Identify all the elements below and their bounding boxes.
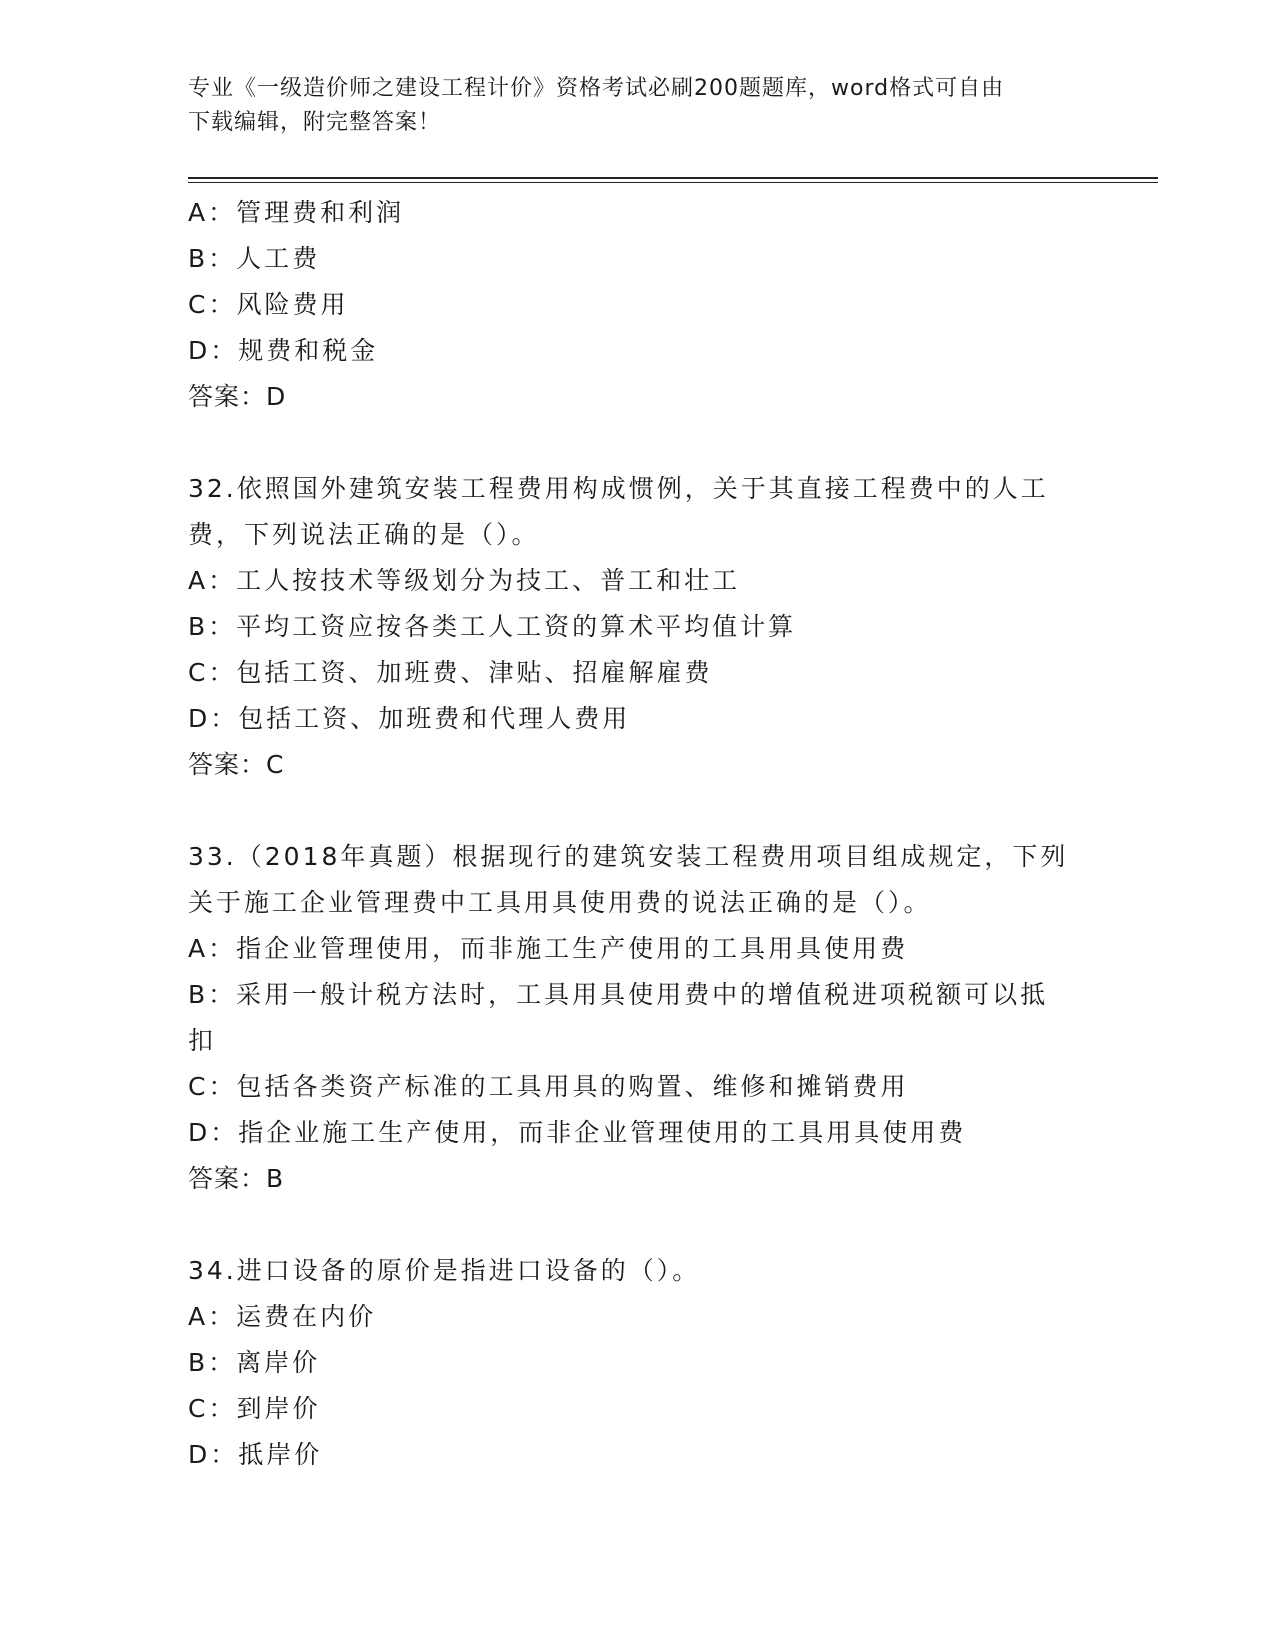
- question-33: [188, 834, 1088, 1202]
- option-d: D：包括工资、加班费和代理人费用: [188, 704, 631, 733]
- document-header: [188, 72, 1088, 140]
- question-32: [188, 466, 1088, 788]
- answer-line: 答案：D: [188, 382, 287, 411]
- header-line-2: 下载编辑，附完整答案！: [188, 110, 442, 135]
- header-divider-thin: [188, 182, 1158, 183]
- option-b: B：离岸价: [188, 1348, 321, 1377]
- spacer: [188, 1202, 1088, 1248]
- question-list: [188, 190, 1088, 1478]
- question-stem: 34.进口设备的原价是指进口设备的（）。: [188, 1256, 701, 1285]
- spacer: [188, 420, 1088, 466]
- option-a: A：工人按技术等级划分为技工、普工和壮工: [188, 566, 741, 595]
- option-a: A：管理费和利润: [188, 198, 405, 227]
- option-d: D：指企业施工生产使用，而非企业管理使用的工具用具使用费: [188, 1118, 967, 1147]
- option-d: D：规费和税金: [188, 336, 379, 365]
- question-stem-line-1: 32.依照国外建筑安装工程费用构成惯例，关于其直接工程费中的人工: [188, 474, 1049, 503]
- option-c: C：包括工资、加班费、津贴、招雇解雇费: [188, 658, 713, 687]
- header-line-1: 专业《一级造价师之建设工程计价》资格考试必刷200题题库，word格式可自由: [188, 76, 1005, 101]
- option-c: C：包括各类资产标准的工具用具的购置、维修和摊销费用: [188, 1072, 909, 1101]
- header-divider-thick: [188, 177, 1158, 179]
- option-b: B：人工费: [188, 244, 321, 273]
- option-d: D：抵岸价: [188, 1440, 323, 1469]
- question-stem-line-1: 33.（2018年真题）根据现行的建筑安装工程费用项目组成规定，下列: [188, 842, 1069, 871]
- option-c: C：到岸价: [188, 1394, 321, 1423]
- option-a: A：指企业管理使用，而非施工生产使用的工具用具使用费: [188, 934, 909, 963]
- question-stem-line-2: 关于施工企业管理费中工具用具使用费的说法正确的是（）。: [188, 888, 932, 917]
- answer-line: 答案：C: [188, 750, 285, 779]
- question-34: [188, 1248, 1088, 1478]
- option-c: C：风险费用: [188, 290, 349, 319]
- question-31: [188, 190, 1088, 420]
- question-stem-line-2: 费，下列说法正确的是（）。: [188, 520, 540, 549]
- option-b-line-2: 扣: [188, 1026, 217, 1055]
- answer-line: 答案：B: [188, 1164, 285, 1193]
- option-b-line-1: B：采用一般计税方法时，工具用具使用费中的增值税进项税额可以抵: [188, 980, 1049, 1009]
- spacer: [188, 788, 1088, 834]
- option-a: A：运费在内价: [188, 1302, 377, 1331]
- option-b: B：平均工资应按各类工人工资的算术平均值计算: [188, 612, 797, 641]
